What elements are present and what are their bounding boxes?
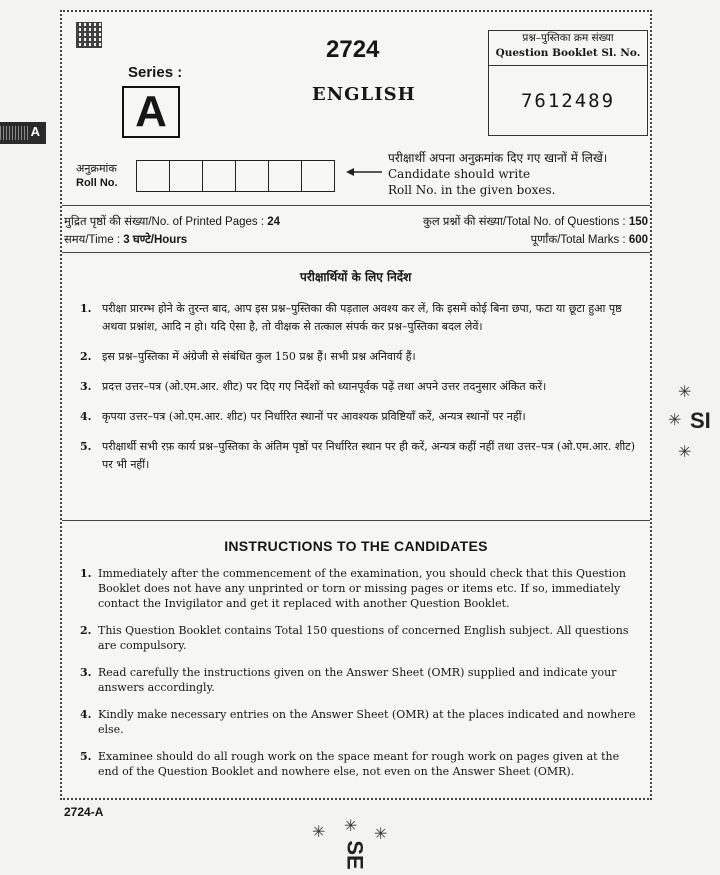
- side-tab-label: A: [30, 124, 40, 139]
- item-number: 2.: [80, 624, 92, 637]
- item-text: Immediately after the commencement of the examination, you should check that this Question Booklet does not have any unprinted or torn or missing pages or items etc. If so, immediately contact the Invigilator and get it replaced with another Question Booklet.: [98, 567, 626, 610]
- list-item: [80, 378, 638, 396]
- total-marks: [531, 232, 648, 247]
- list-item: [80, 348, 638, 366]
- roll-note-en-line2: Roll No. in the given boxes.: [388, 183, 556, 197]
- roll-box[interactable]: [203, 161, 236, 191]
- star-icon: ✳: [668, 410, 682, 429]
- list-item: [80, 707, 640, 737]
- booklet-serial-label-en: Question Booklet Sl. No.: [495, 47, 641, 59]
- booklet-serial-number: 7612489: [488, 66, 648, 136]
- total-marks-value: 600: [628, 234, 648, 246]
- item-number: 1.: [80, 567, 92, 580]
- item-number: 3.: [80, 380, 92, 393]
- english-instructions-list: [80, 566, 640, 791]
- divider: [62, 520, 650, 521]
- item-text: इस प्रश्न–पुस्तिका में अंग्रेजी से संबंधित कुल 150 प्रश्न हैं। सभी प्रश्न अनिवार्य हैं।: [102, 350, 416, 363]
- list-item: [80, 300, 638, 336]
- printed-pages-label: मुद्रित पृष्ठों की संख्या/No. of Printed Pages :: [64, 216, 265, 228]
- roll-number-boxes[interactable]: [136, 160, 335, 192]
- footer-code: 2724-A: [64, 805, 104, 819]
- roll-label-en: Roll No.: [76, 177, 118, 189]
- list-item: [80, 408, 638, 426]
- item-number: 1.: [80, 302, 92, 315]
- divider: [62, 205, 650, 206]
- subject-title: ENGLISH: [312, 84, 416, 105]
- item-text: Kindly make necessary entries on the Answer Sheet (OMR) at the places indicated and nowhere else.: [98, 708, 636, 736]
- roll-box[interactable]: [137, 161, 170, 191]
- list-item: [80, 438, 638, 474]
- roll-box[interactable]: [302, 161, 334, 191]
- booklet-serial-label: [488, 30, 648, 66]
- printed-pages: [64, 214, 280, 229]
- list-item: [80, 665, 640, 695]
- list-item: [80, 749, 640, 779]
- series-box: [122, 86, 180, 138]
- roll-note-hi: परीक्षार्थी अपना अनुक्रमांक दिए गए खानों में लिखें।: [388, 151, 608, 165]
- item-number: 4.: [80, 410, 92, 423]
- total-questions-label: कुल प्रश्नों की संख्या/Total No. of Questions :: [423, 216, 626, 228]
- time-value: 3 घण्टे/Hours: [123, 234, 188, 246]
- item-text: This Question Booklet contains Total 150 questions of concerned English subject. All questions are compulsory.: [98, 624, 629, 652]
- english-instructions-heading: INSTRUCTIONS TO THE CANDIDATES: [224, 538, 488, 554]
- arrow-left-icon: [346, 166, 382, 178]
- total-marks-label: पूर्णांक/Total Marks :: [530, 234, 626, 246]
- total-questions: [423, 214, 648, 229]
- hindi-instructions-heading: परीक्षार्थियों के लिए निर्देश: [300, 270, 412, 284]
- item-text: Examinee should do all rough work on the space meant for rough work on pages given at the end of the Question Booklet and nowhere else, not even on the Answer Sheet (OMR).: [98, 750, 620, 778]
- item-number: 4.: [80, 708, 92, 721]
- side-tab: [0, 122, 46, 144]
- item-text: परीक्षा प्रारम्भ होने के तुरन्त बाद, आप इस प्रश्न–पुस्तिका की पड़ताल अवश्य कर लें, कि इसमें कोई बिना छपा, फटा या छूटा हुआ पृष्ठ अथवा प्रश्नांश, आदि न हो। यदि ऐसा है, तो वीक्षक से तत्काल संपर्क कर प्रश्न–पुस्तिका बदल लेवें।: [102, 302, 622, 333]
- roll-box[interactable]: [170, 161, 203, 191]
- item-number: 5.: [80, 750, 92, 763]
- roll-note: [388, 150, 607, 198]
- list-item: [80, 566, 640, 611]
- star-icon: ✳: [678, 382, 692, 401]
- time: [64, 232, 187, 247]
- item-number: 3.: [80, 666, 92, 679]
- paper-code: 2724: [326, 36, 380, 63]
- booklet-serial-label-hi: प्रश्न–पुस्तिका क्रम संख्या: [522, 32, 614, 44]
- star-icon: ✳: [344, 816, 358, 835]
- roll-note-en-line1: Candidate should write: [388, 167, 531, 181]
- printed-pages-value: 24: [267, 216, 281, 228]
- roll-box[interactable]: [269, 161, 302, 191]
- list-item: [80, 623, 640, 653]
- seal-text-right: SI: [690, 408, 711, 433]
- series-code: A: [135, 87, 167, 136]
- total-questions-value: 150: [628, 216, 648, 228]
- star-icon: ✳: [678, 442, 692, 461]
- item-text: परीक्षार्थी सभी रफ़ कार्य प्रश्न–पुस्तिका के अंतिम पृष्ठों पर निर्धारित स्थान पर ही करें, अन्यत्र कहीं नहीं तथा उत्तर–पत्र (ओ.एम.आर. शीट) पर भी नहीं।: [102, 440, 636, 471]
- item-text: कृपया उत्तर–पत्र (ओ.एम.आर. शीट) पर निर्धारित स्थानों पर आवश्यक प्रविष्टियाँ करें, अन्यत्र स्थानों पर नहीं।: [102, 410, 526, 423]
- series-label: Series :: [128, 64, 183, 81]
- roll-label-hi: अनुक्रमांक: [76, 162, 117, 175]
- item-number: 5.: [80, 440, 92, 453]
- item-text: प्रदत्त उत्तर–पत्र (ओ.एम.आर. शीट) पर दिए गए निर्देशों को ध्यानपूर्वक पढ़ें तथा अपने उत्तर तदनुसार अंकित करें।: [102, 380, 547, 393]
- roll-box[interactable]: [236, 161, 269, 191]
- time-label: समय/Time :: [64, 234, 121, 246]
- divider: [62, 252, 650, 253]
- star-icon: ✳: [374, 824, 388, 843]
- qr-code-icon: [76, 22, 102, 48]
- seal-text-bottom: SE: [342, 840, 368, 870]
- item-text: Read carefully the instructions given on the Answer Sheet (OMR) supplied and indicate your answers accordingly.: [98, 666, 617, 694]
- item-number: 2.: [80, 350, 92, 363]
- star-icon: ✳: [312, 822, 326, 841]
- hindi-instructions-list: [80, 300, 638, 486]
- roll-label: [76, 162, 118, 190]
